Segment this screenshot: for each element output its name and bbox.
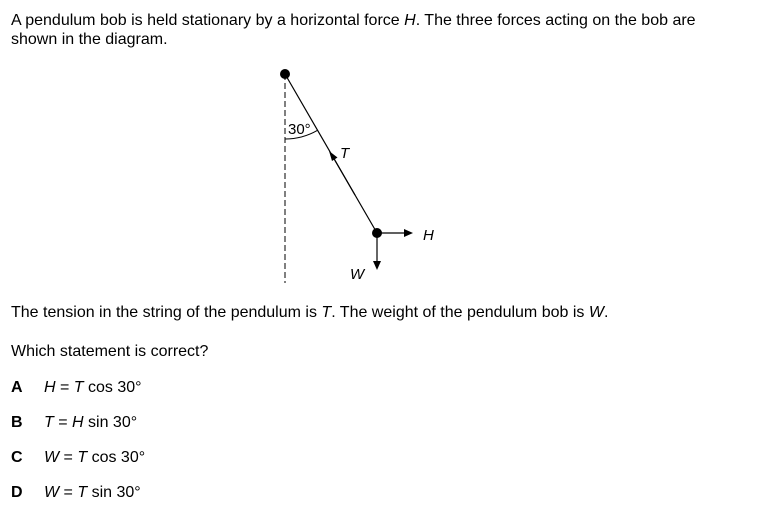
option-equals: = bbox=[59, 484, 78, 501]
horizontal-force-arrowhead bbox=[404, 229, 413, 237]
option-function: cos 30° bbox=[83, 379, 142, 396]
option-lhs: H bbox=[44, 379, 56, 396]
option-function: sin 30° bbox=[87, 484, 141, 501]
option-expression bbox=[44, 414, 137, 432]
intro-text-a: A pendulum bob is held stationary by a horizontal force bbox=[11, 12, 405, 29]
option-lhs: W bbox=[44, 449, 60, 466]
angle-label: 30° bbox=[288, 121, 311, 138]
tension-symbol-t: T bbox=[321, 304, 332, 321]
tension-text-c: . bbox=[603, 304, 609, 321]
weight-label: W bbox=[350, 266, 365, 283]
option-variable: T bbox=[77, 449, 88, 466]
option-equals: = bbox=[53, 414, 73, 431]
option-letter: C bbox=[11, 449, 23, 466]
weight-arrowhead bbox=[373, 261, 381, 270]
tension-statement bbox=[11, 304, 608, 322]
tension-text-b: . The weight of the pendulum bob is bbox=[331, 304, 589, 321]
option-variable: T bbox=[73, 379, 84, 396]
weight-symbol-w: W bbox=[588, 304, 604, 321]
option-equals: = bbox=[59, 449, 78, 466]
option-variable: H bbox=[72, 414, 84, 431]
tension-arrowhead bbox=[329, 151, 338, 161]
option-expression bbox=[44, 379, 142, 397]
intro-line-2: shown in the diagram. bbox=[11, 31, 168, 48]
intro-force-h: H bbox=[404, 12, 416, 29]
option-letter: A bbox=[11, 379, 23, 396]
tension-text-a: The tension in the string of the pendulum is bbox=[11, 304, 322, 321]
option-function: sin 30° bbox=[83, 414, 138, 431]
option-letter: D bbox=[11, 484, 23, 501]
horizontal-force-label: H bbox=[423, 227, 434, 244]
option-expression bbox=[44, 484, 141, 502]
tension-label: T bbox=[340, 145, 350, 162]
option-lhs: T bbox=[44, 414, 54, 431]
intro-text-b: . The three forces acting on the bob are bbox=[415, 12, 696, 29]
option-equals: = bbox=[55, 379, 74, 396]
tension-arrow-shaft bbox=[333, 157, 355, 195]
option-variable: T bbox=[77, 484, 88, 501]
question-prompt: Which statement is correct? bbox=[11, 343, 209, 360]
option-function: cos 30° bbox=[87, 449, 146, 466]
option-letter: B bbox=[11, 414, 23, 431]
option-lhs: W bbox=[44, 484, 60, 501]
option-expression bbox=[44, 449, 145, 467]
